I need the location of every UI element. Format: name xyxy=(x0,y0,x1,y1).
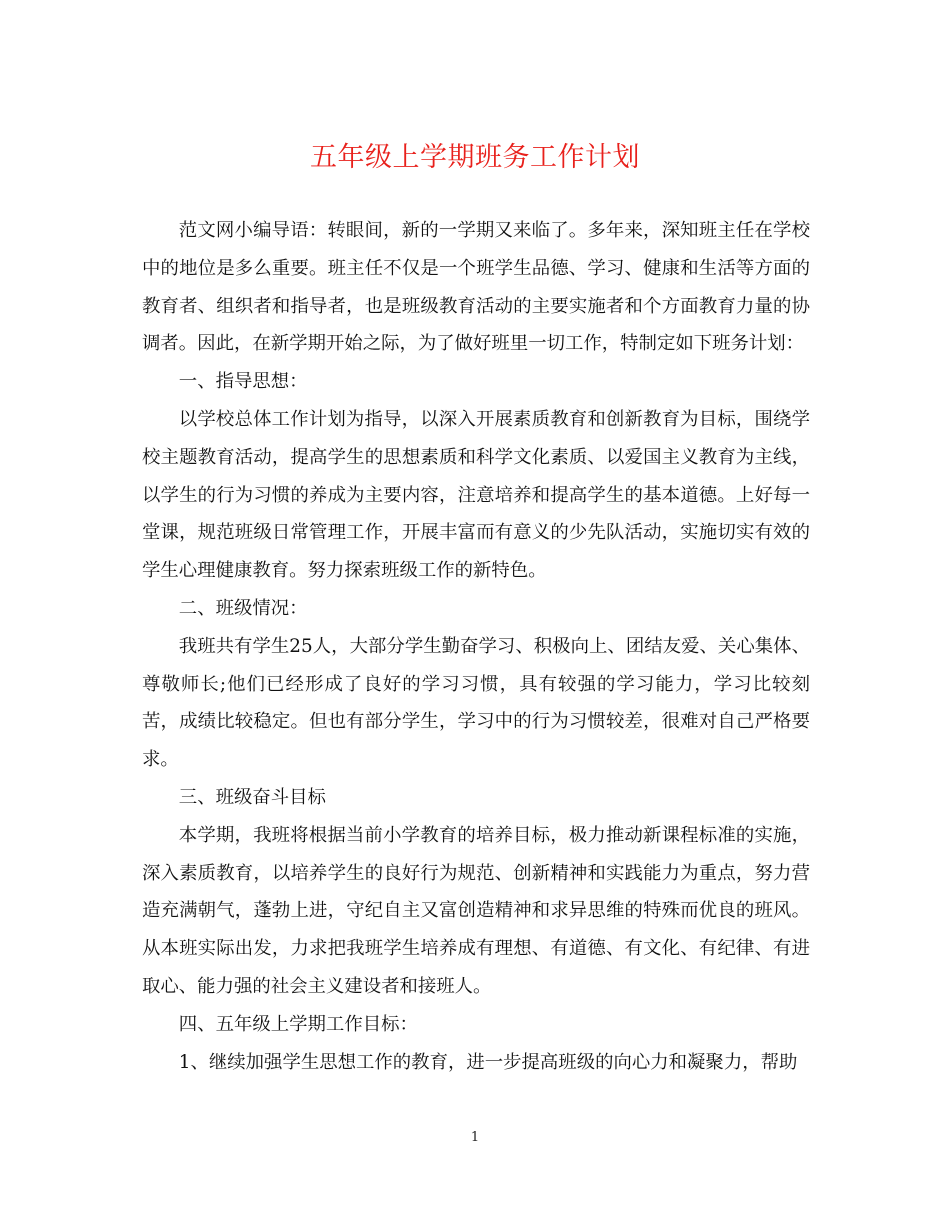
guiding-thought-paragraph: 以学校总体工作计划为指导，以深入开展素质教育和创新教育为目标，围绕学校主题教育活动，提高学生的思想素质和科学文化素质、以爱国主义教育为主线，以学生的行为习惯的养成为主要内容，注意培养和提高学生的基本道德。上好每一堂课，规范班级日常管理工作，开展丰富而有意义的少先队活动，实施切实有效的学生心理健康教育。努力探索班级工作的新特色。 xyxy=(142,408,810,582)
section-heading-work-goals: 四、五年级上学期工作目标： xyxy=(178,1013,418,1035)
class-goals-paragraph: 本学期，我班将根据当前小学教育的培养目标，极力推动新课程标准的实施，深入素质教育，以培养学生的良好行为规范、创新精神和实践能力为重点，努力营造充满朝气，蓬勃上进，守纪自主又富创造精神和求异思维的特殊而优良的班风。从本班实际出发，力求把我班学生培养成有理想、有道德、有文化、有纪律、有进取心、能力强的社会主义建设者和接班人。 xyxy=(142,824,810,997)
class-situation-paragraph: 我班共有学生25人，大部分学生勤奋学习、积极向上、团结友爱、关心集体、尊敬师长;他们已经形成了良好的学习习惯，具有较强的学习能力，学习比较刻苦，成绩比较稳定。但也有部分学生，学习中的行为习惯较差，很难对自己严格要求。 xyxy=(142,635,810,771)
work-goal-item-1: 1、继续加强学生思想工作的教育，进一步提高班级的向心力和凝聚力，帮助 xyxy=(178,1051,798,1073)
document-title: 五年级上学期班务工作计划 xyxy=(310,142,640,173)
document-body xyxy=(142,212,810,1081)
section-heading-class-goals: 三、班级奋斗目标 xyxy=(178,786,326,808)
page-number: 1 xyxy=(470,1130,480,1145)
section-heading-guiding-thought: 一、指导思想： xyxy=(178,371,308,393)
intro-paragraph: 范文网小编导语：转眼间，新的一学期又来临了。多年来，深知班主任在学校中的地位是多么重要。班主任不仅是一个班学生品德、学习、健康和生活等方面的教育者、组织者和指导者，也是班级教育活动的主要实施者和个方面教育力量的协调者。因此，在新学期开始之际，为了做好班里一切工作，特制定如下班务计划： xyxy=(142,220,810,355)
section-heading-class-situation: 二、班级情况： xyxy=(178,597,308,619)
